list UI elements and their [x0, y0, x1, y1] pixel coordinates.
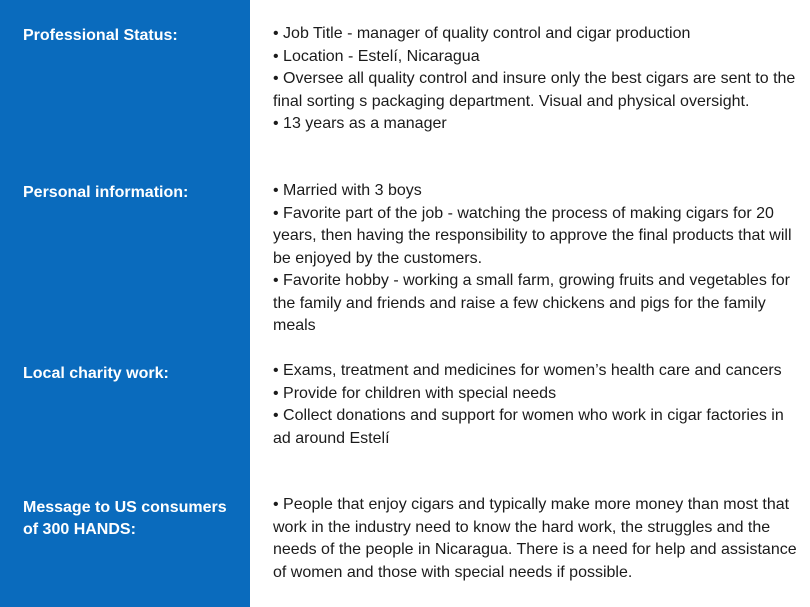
heading-professional-status: Professional Status: — [23, 27, 178, 44]
list-item: • Location - Estelí, Nicaragua — [273, 47, 480, 65]
personal-information-list — [273, 180, 799, 338]
list-item: • Oversee all quality control and insure only the best cigars are sent to the final sorting s packaging department. Visual and physical oversight. — [273, 70, 796, 110]
list-item: • Favorite part of the job - watching the process of making cigars for 20 years, then having the responsibility to approve the final products that will be enjoyed by the customers. — [273, 204, 792, 267]
local-charity-work-list — [273, 360, 799, 450]
professional-status-list — [273, 23, 799, 136]
list-item: • Provide for children with special needs — [273, 384, 557, 402]
list-item: • Exams, treatment and medicines for women’s health care and cancers — [273, 362, 782, 379]
list-item: • People that enjoy cigars and typically make more money than most that work in the industry need to know the hard work, the struggles and the needs of the people in Nicaragua. There is a need for help and assistance of women and those with special needs if possible. — [273, 496, 797, 581]
heading-personal-information: Personal information: — [23, 184, 189, 201]
list-item: • Married with 3 boys — [273, 182, 422, 199]
list-item: • Job Title - manager of quality control and cigar production — [273, 25, 691, 42]
heading-message-to-consumers: Message to US consumers of 300 HANDS: — [23, 499, 227, 538]
list-item: • Collect donations and support for women who work in cigar factories in ad around Estelí — [273, 407, 784, 447]
message-to-consumers-list — [273, 494, 799, 584]
heading-local-charity-work: Local charity work: — [23, 365, 169, 382]
list-item: • Favorite hobby - working a small farm, growing fruits and vegetables for the family and friends and raise a few chickens and pigs for the family meals — [273, 272, 790, 334]
list-item: • 13 years as a manager — [273, 115, 447, 132]
